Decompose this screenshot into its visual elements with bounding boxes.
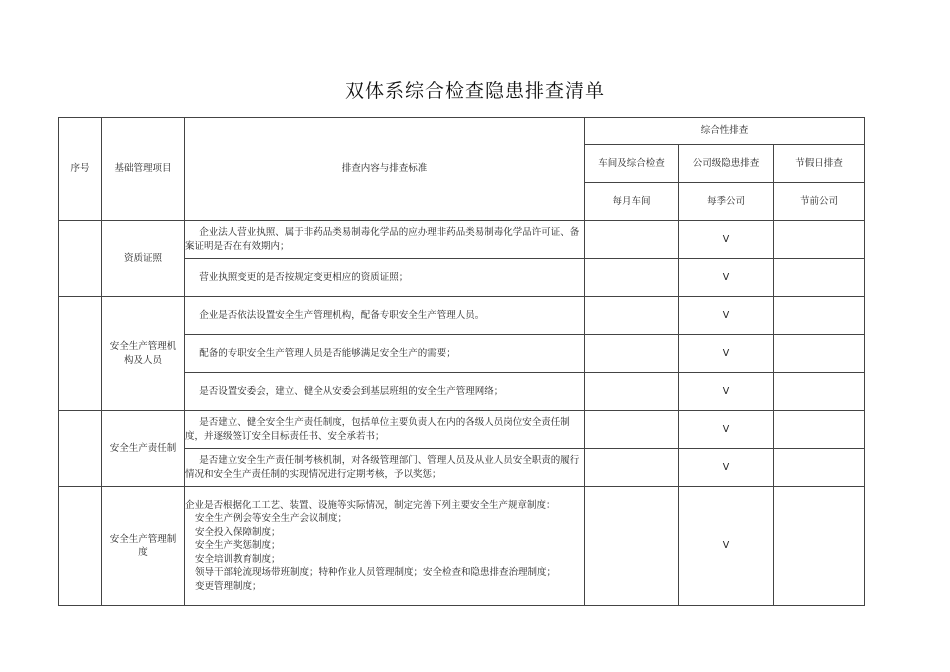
holiday-check-cell bbox=[774, 297, 865, 335]
table-row bbox=[59, 297, 865, 335]
content-cell: 企业法人营业执照、属于非药品类易制毒化学品的应办理非药品类易制毒化学品许可证、备案证明是否在有效期内； bbox=[185, 221, 585, 259]
basic-item-cell: 资质证照 bbox=[102, 221, 185, 297]
holiday-check-cell bbox=[774, 373, 865, 411]
table-row bbox=[59, 487, 865, 606]
seq-cell bbox=[59, 221, 102, 297]
header-quarterly-company: 每季公司 bbox=[679, 183, 774, 221]
holiday-check-cell bbox=[774, 449, 865, 487]
inspection-table bbox=[58, 117, 865, 606]
workshop-check-cell bbox=[585, 487, 679, 606]
content-cell: 营业执照变更的是否按规定变更相应的资质证照； bbox=[185, 259, 585, 297]
company-check-mark: V bbox=[679, 487, 774, 606]
content-list-item: 安全生产例会等安全生产会议制度； bbox=[195, 513, 348, 525]
content-list-item: 领导干部轮流现场带班制度；特种作业人员管理制度；安全检查和隐患排查治理制度； bbox=[195, 567, 557, 579]
page-title: 双体系综合检查隐患排查清单 bbox=[344, 80, 605, 102]
content-list-item: 安全投入保障制度； bbox=[195, 526, 281, 538]
basic-item-cell: 安全生产管理制度 bbox=[102, 487, 185, 606]
header-monthly-workshop: 每月车间 bbox=[585, 183, 679, 221]
content-list-item: 安全生产奖惩制度； bbox=[195, 540, 281, 552]
workshop-check-cell bbox=[585, 411, 679, 449]
workshop-check-cell bbox=[585, 335, 679, 373]
content-cell: 是否建立、健全安全生产责任制度，包括单位主要负责人在内的各级人员岗位安全责任制度，并逐级签订安全目标责任书、安全承若书； bbox=[185, 411, 585, 449]
company-check-mark: V bbox=[679, 259, 774, 297]
header-holiday-check: 节假日排查 bbox=[774, 145, 865, 183]
content-cell: 企业是否依法设置安全生产管理机构，配备专职安全生产管理人员。 bbox=[185, 297, 585, 335]
workshop-check-cell bbox=[585, 373, 679, 411]
company-check-mark: V bbox=[679, 221, 774, 259]
header-pre-holiday-company: 节前公司 bbox=[774, 183, 865, 221]
content-cell: 配备的专职安全生产管理人员是否能够满足安全生产的需要； bbox=[185, 335, 585, 373]
seq-cell bbox=[59, 411, 102, 487]
content-intro: 企业是否根据化工工艺、装置、设施等实际情况，制定完善下列主要安全生产规章制度： bbox=[185, 499, 556, 511]
company-check-mark: V bbox=[679, 449, 774, 487]
seq-cell bbox=[59, 487, 102, 606]
workshop-check-cell bbox=[585, 259, 679, 297]
table-row bbox=[59, 411, 865, 449]
header-workshop-check: 车间及综合检查 bbox=[585, 145, 679, 183]
company-check-mark: V bbox=[679, 297, 774, 335]
holiday-check-cell bbox=[774, 221, 865, 259]
content-cell: 是否建立安全生产责任制考核机制，对各级管理部门、管理人员及从业人员安全职责的履行情况和安全生产责任制的实现情况进行定期考核，予以奖惩； bbox=[185, 449, 585, 487]
content-cell bbox=[185, 487, 585, 606]
company-check-mark: V bbox=[679, 373, 774, 411]
holiday-check-cell bbox=[774, 259, 865, 297]
seq-cell bbox=[59, 297, 102, 411]
workshop-check-cell bbox=[585, 449, 679, 487]
header-content: 排查内容与排查标准 bbox=[185, 118, 585, 221]
holiday-check-cell bbox=[774, 487, 865, 606]
header-basic-item: 基础管理项目 bbox=[102, 118, 185, 221]
basic-item-cell: 安全生产管理机构及人员 bbox=[102, 297, 185, 411]
workshop-check-cell bbox=[585, 221, 679, 259]
workshop-check-cell bbox=[585, 297, 679, 335]
holiday-check-cell bbox=[774, 411, 865, 449]
content-list-item: 变更管理制度； bbox=[195, 580, 262, 592]
header-comprehensive: 综合性排查 bbox=[585, 118, 865, 145]
header-company-check: 公司级隐患排查 bbox=[679, 145, 774, 183]
company-check-mark: V bbox=[679, 411, 774, 449]
company-check-mark: V bbox=[679, 335, 774, 373]
basic-item-cell: 安全生产责任制 bbox=[102, 411, 185, 487]
holiday-check-cell bbox=[774, 335, 865, 373]
table-row bbox=[59, 221, 865, 259]
header-seq: 序号 bbox=[59, 118, 102, 221]
content-cell: 是否设置安委会，建立、健全从安委会到基层班组的安全生产管理网络； bbox=[185, 373, 585, 411]
content-list-item: 安全培训教育制度； bbox=[195, 553, 281, 565]
